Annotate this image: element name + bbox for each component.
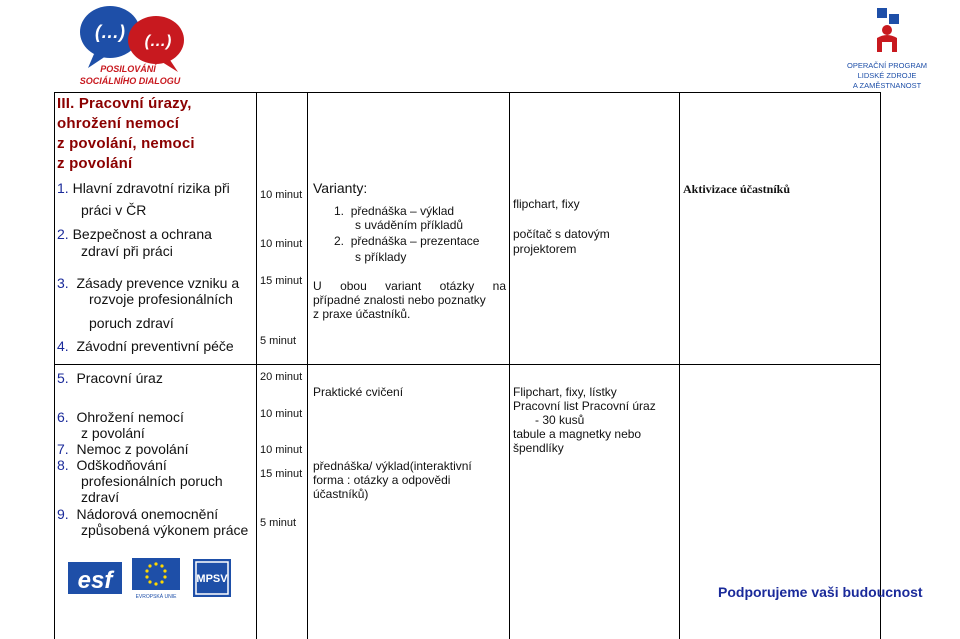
method-text: přednáška/ výklad(interaktivní forma : otázky a odpovědi účastníků) [313, 459, 472, 501]
grid-line [307, 92, 308, 639]
svg-text:MPSV: MPSV [196, 573, 228, 585]
time-value: 15 minut [260, 275, 303, 287]
time-value: 20 minut [260, 371, 303, 383]
esf-logo [66, 558, 124, 598]
topic-item-cont: práci v ČR [81, 202, 147, 218]
method-label: Varianty: [313, 180, 368, 196]
topic-item-cont: zdraví [81, 489, 120, 505]
grid-line [509, 92, 510, 639]
topic-item: 1. Hlavní zdravotní rizika při [57, 180, 230, 196]
topic-item: 2. Bezpečnost a ochrana [57, 226, 212, 242]
method-text: Praktické cvičení [313, 385, 404, 399]
section-title: III. Pracovní úrazy, ohrožení nemocí z povolání, nemoci z povolání [57, 95, 195, 172]
activation-label: Aktivizace účastníků [683, 182, 791, 196]
topic-item: 4. Závodní preventivní péče [57, 338, 234, 354]
svg-text:esf: esf [77, 567, 113, 594]
time-value: 10 minut [260, 408, 303, 420]
logo-line1: POSILOVÁNÍ [100, 64, 156, 74]
tools-text: flipchart, fixy [513, 197, 580, 211]
topic-item-cont: poruch zdraví [89, 315, 174, 331]
topic-item: 6. Ohrožení nemocí [57, 409, 184, 425]
grid-line [880, 92, 881, 639]
tools-list: Flipchart, fixy, lístky Pracovní list Pracovní úraz - 30 kusů tabule a magnetky nebo špendlíky [513, 385, 656, 455]
topic-item: 3. Zásady prevence vzniku a [57, 275, 240, 291]
method-item-cont: s uváděním příkladů [355, 218, 464, 232]
logo-line2: SOCIÁLNÍHO DIALOGU [79, 76, 181, 86]
topic-item: 7. Nemoc z povolání [57, 441, 189, 457]
footer-slogan: Podporujeme vaši budoucnost [718, 584, 923, 600]
time-value: 10 minut [260, 238, 303, 250]
mpsv-logo [192, 558, 232, 598]
topic-item: 8. Odškodňování [57, 457, 167, 473]
bubble-left-text: (…) [95, 22, 125, 42]
time-value: 5 minut [260, 517, 297, 529]
oplz-line2: LIDSKÉ ZDROJE [857, 71, 917, 80]
topic-item: 5. Pracovní úraz [57, 370, 163, 386]
oplz-logo [845, 6, 929, 92]
method-item: 1. přednáška – výklad [334, 204, 455, 218]
topic-item-cont: zdraví při práci [81, 243, 173, 259]
grid-line [256, 92, 257, 639]
tools-text: počítač s datovým [513, 227, 610, 241]
time-value: 10 minut [260, 189, 303, 201]
time-value: 10 minut [260, 444, 303, 456]
topic-item-cont: rozvoje profesionálních [89, 291, 233, 307]
grid-line [54, 92, 55, 639]
method-note: U obou variant otázky na případné znalosti nebo poznatky z praxe účastníků. [313, 279, 506, 321]
oplz-line1: OPERAČNÍ PROGRAM [846, 61, 928, 70]
topic-item-cont: z povolání [81, 425, 145, 441]
tools-text: projektorem [513, 242, 577, 256]
bubble-right-text: (…) [144, 33, 172, 50]
time-value: 15 minut [260, 468, 303, 480]
method-item-cont: s příklady [355, 250, 407, 264]
grid-line [54, 92, 880, 93]
svg-text:EVROPSKÁ UNIE: EVROPSKÁ UNIE [135, 594, 177, 600]
time-value: 5 minut [260, 335, 297, 347]
topic-item-cont: profesionálních poruch [81, 473, 223, 489]
posilovani-dialogu-logo [66, 2, 198, 90]
eu-flag-logo [132, 558, 180, 600]
grid-line [679, 92, 680, 639]
oplz-line3: A ZAMĚSTNANOST [852, 81, 922, 90]
topic-item-cont: způsobená výkonem práce [81, 522, 249, 538]
topic-item: 9. Nádorová onemocnění [57, 506, 219, 522]
grid-line [54, 364, 880, 365]
method-item: 2. přednáška – prezentace [334, 234, 480, 248]
